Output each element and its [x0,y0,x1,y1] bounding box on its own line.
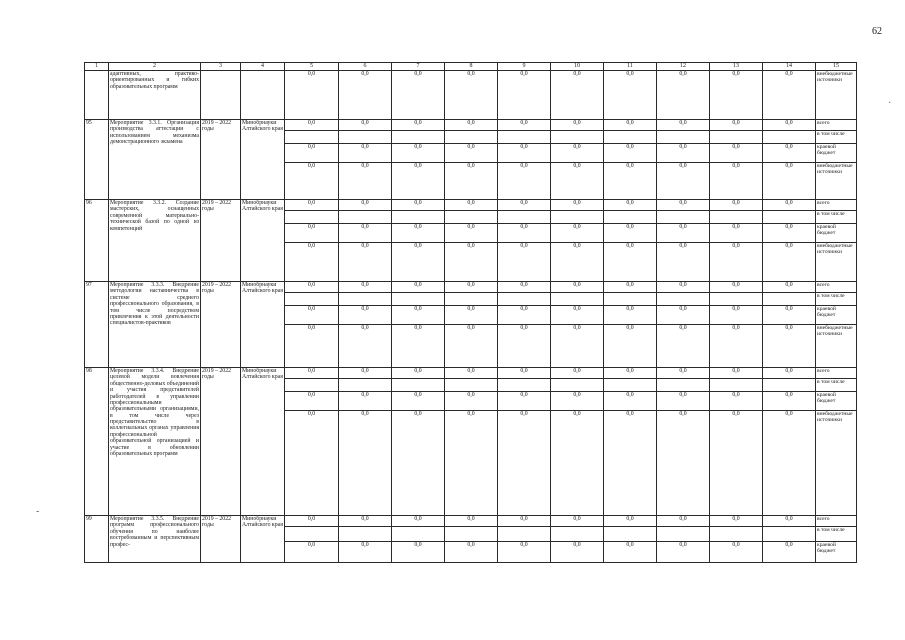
value-cell: 0,0 [392,325,445,368]
value-cell: 0,0 [498,542,551,563]
item-period: 2019 – 2022 годы [201,516,241,563]
header-cell: 11 [604,63,657,71]
value-cell: 0,0 [551,71,604,120]
value-cell: 0,0 [710,243,763,282]
value-cell: 0,0 [445,71,498,120]
value-cell: 0,0 [657,120,710,131]
value-cell: 0,0 [392,200,445,211]
value-cell: 0,0 [445,325,498,368]
value-cell: 0,0 [498,144,551,163]
value-cell: 0,0 [498,282,551,293]
value-cell: 0,0 [551,163,604,200]
item-number: 98 [85,368,109,516]
value-cell: 0,0 [445,542,498,563]
value-cell [392,131,445,144]
value-cell [604,527,657,542]
value-cell: 0,0 [392,306,445,325]
item-period: 2019 – 2022 годы [201,282,241,368]
value-cell [392,527,445,542]
header-cell: 9 [498,63,551,71]
value-cell: 0,0 [604,224,657,243]
value-cell: 0,0 [392,120,445,131]
value-cell: 0,0 [445,392,498,411]
value-cell [285,211,339,224]
value-cell: 0,0 [285,243,339,282]
value-cell: 0,0 [339,411,392,516]
value-cell: 0,0 [657,368,710,379]
value-cell: 0,0 [339,163,392,200]
value-cell: 0,0 [657,392,710,411]
value-cell: 0,0 [604,243,657,282]
value-cell: 0,0 [551,120,604,131]
item-number: 96 [85,200,109,282]
source-label: в том числе [816,379,857,392]
value-cell: 0,0 [339,224,392,243]
value-cell [604,379,657,392]
value-cell: 0,0 [498,163,551,200]
value-cell [551,293,604,306]
value-cell [551,379,604,392]
value-cell [710,211,763,224]
value-cell [392,211,445,224]
value-cell: 0,0 [285,224,339,243]
item-number: 99 [85,516,109,563]
value-cell: 0,0 [604,392,657,411]
value-cell: 0,0 [710,163,763,200]
value-cell: 0,0 [763,411,816,516]
table-row [85,516,857,527]
value-cell: 0,0 [657,325,710,368]
value-cell: 0,0 [445,200,498,211]
value-cell: 0,0 [339,368,392,379]
value-cell: 0,0 [763,282,816,293]
item-name: Мероприятие 3.3.4. Внедрение целевой модели вовлечения общественно-деловых объединений и участия представителей работодателей в управлении профессиональными образовательными организациями, в том числе через представительство в коллегиальных органах управления профессиональной образовательной организацией и участие в обновлении образовательных программ [109,368,201,516]
value-cell: 0,0 [392,163,445,200]
value-cell: 0,0 [498,224,551,243]
source-label: в том числе [816,293,857,306]
value-cell [763,131,816,144]
source-label: всего [816,282,857,293]
page-number: 62 [872,26,882,37]
source-label: в том числе [816,211,857,224]
value-cell: 0,0 [657,516,710,527]
item-name: Мероприятие 3.3.3. Внедрение методологии наставничества в системе среднего профессионального образования, в том числе посредством привлечения к этой деятельности специалистов-практиков [109,282,201,368]
value-cell: 0,0 [285,71,339,120]
value-cell [339,293,392,306]
item-name: Мероприятие 3.3.2. Создание мастерских, оснащенных современной материально-технической базой по одной из компетенций [109,200,201,282]
value-cell: 0,0 [498,306,551,325]
value-cell: 0,0 [657,282,710,293]
value-cell: 0,0 [710,200,763,211]
value-cell: 0,0 [763,163,816,200]
value-cell [285,293,339,306]
value-cell: 0,0 [445,144,498,163]
value-cell: 0,0 [657,163,710,200]
source-label: краевой бюджет [816,306,857,325]
value-cell: 0,0 [710,542,763,563]
value-cell: 0,0 [710,368,763,379]
value-cell [604,131,657,144]
source-label: всего [816,368,857,379]
value-cell [604,211,657,224]
value-cell: 0,0 [710,325,763,368]
value-cell: 0,0 [339,120,392,131]
value-cell [392,293,445,306]
value-cell: 0,0 [551,243,604,282]
item-period [201,71,241,120]
value-cell: 0,0 [392,542,445,563]
value-cell: 0,0 [285,200,339,211]
value-cell: 0,0 [498,120,551,131]
table-row [85,368,857,379]
value-cell: 0,0 [604,516,657,527]
value-cell: 0,0 [392,71,445,120]
value-cell: 0,0 [763,542,816,563]
header-row [85,63,857,71]
value-cell [551,131,604,144]
value-cell: 0,0 [763,224,816,243]
header-cell: 13 [710,63,763,71]
item-number: 97 [85,282,109,368]
value-cell: 0,0 [657,411,710,516]
budget-table [84,62,857,563]
value-cell [763,211,816,224]
value-cell: 0,0 [763,325,816,368]
value-cell: 0,0 [445,243,498,282]
header-cell: 2 [109,63,201,71]
value-cell: 0,0 [551,200,604,211]
scan-speck: · [888,98,892,109]
value-cell: 0,0 [551,516,604,527]
value-cell [445,131,498,144]
value-cell: 0,0 [763,120,816,131]
value-cell [710,131,763,144]
item-number: 95 [85,120,109,200]
value-cell: 0,0 [710,224,763,243]
source-label: всего [816,120,857,131]
value-cell: 0,0 [763,516,816,527]
value-cell: 0,0 [657,71,710,120]
header-cell: 12 [657,63,710,71]
item-executor: Минобрнауки Алтайского края [241,516,285,563]
value-cell: 0,0 [392,282,445,293]
value-cell: 0,0 [710,71,763,120]
value-cell: 0,0 [445,306,498,325]
header-cell: 7 [392,63,445,71]
value-cell [710,379,763,392]
value-cell: 0,0 [498,71,551,120]
source-label: внебюджетные источники [816,411,857,516]
value-cell [285,131,339,144]
item-executor [241,71,285,120]
source-label: внебюджетные источники [816,71,857,120]
value-cell: 0,0 [339,325,392,368]
value-cell: 0,0 [551,306,604,325]
source-label: краевой бюджет [816,224,857,243]
value-cell: 0,0 [339,542,392,563]
value-cell: 0,0 [710,392,763,411]
value-cell: 0,0 [392,411,445,516]
item-name: адаптивных, практико-ориентированных и гибких образовательных программ [109,71,201,120]
item-executor: Минобрнауки Алтайского края [241,368,285,516]
value-cell: 0,0 [551,282,604,293]
value-cell [657,211,710,224]
value-cell: 0,0 [710,516,763,527]
value-cell: 0,0 [285,282,339,293]
value-cell: 0,0 [604,282,657,293]
value-cell: 0,0 [604,325,657,368]
value-cell: 0,0 [285,368,339,379]
value-cell: 0,0 [604,542,657,563]
header-cell: 10 [551,63,604,71]
value-cell [763,379,816,392]
value-cell: 0,0 [604,71,657,120]
value-cell: 0,0 [710,120,763,131]
value-cell [657,527,710,542]
value-cell [445,211,498,224]
header-cell: 5 [285,63,339,71]
value-cell: 0,0 [604,306,657,325]
item-period: 2019 – 2022 годы [201,200,241,282]
value-cell: 0,0 [763,243,816,282]
item-period: 2019 – 2022 годы [201,120,241,200]
value-cell: 0,0 [763,392,816,411]
source-label: внебюджетные источники [816,243,857,282]
source-label: в том числе [816,527,857,542]
value-cell [604,293,657,306]
value-cell [657,293,710,306]
value-cell: 0,0 [604,200,657,211]
value-cell: 0,0 [498,243,551,282]
scan-speck: ‐ [36,506,40,517]
item-name: Мероприятие 3.3.5. Внедрение программ профессионального обучения по наиболее востребованным и перспективным профес- [109,516,201,563]
value-cell: 0,0 [339,144,392,163]
value-cell: 0,0 [445,368,498,379]
value-cell: 0,0 [285,306,339,325]
value-cell: 0,0 [285,144,339,163]
item-executor: Минобрнауки Алтайского края [241,120,285,200]
value-cell: 0,0 [710,306,763,325]
value-cell: 0,0 [498,325,551,368]
value-cell: 0,0 [498,516,551,527]
header-cell: 1 [85,63,109,71]
value-cell: 0,0 [445,411,498,516]
value-cell [445,379,498,392]
value-cell: 0,0 [339,243,392,282]
value-cell: 0,0 [710,282,763,293]
table-row [85,282,857,293]
header-cell: 14 [763,63,816,71]
value-cell [339,379,392,392]
value-cell: 0,0 [339,282,392,293]
value-cell: 0,0 [657,542,710,563]
value-cell [339,211,392,224]
value-cell: 0,0 [285,411,339,516]
value-cell: 0,0 [763,368,816,379]
value-cell: 0,0 [763,200,816,211]
source-label: краевой бюджет [816,392,857,411]
value-cell [498,211,551,224]
value-cell: 0,0 [445,516,498,527]
table-row [85,120,857,131]
value-cell: 0,0 [339,516,392,527]
source-label: всего [816,516,857,527]
value-cell [551,527,604,542]
value-cell: 0,0 [604,144,657,163]
item-executor: Минобрнауки Алтайского края [241,282,285,368]
value-cell [657,131,710,144]
value-cell: 0,0 [710,411,763,516]
value-cell [710,527,763,542]
header-cell: 8 [445,63,498,71]
value-cell: 0,0 [445,120,498,131]
value-cell: 0,0 [285,516,339,527]
value-cell: 0,0 [285,163,339,200]
value-cell: 0,0 [392,224,445,243]
value-cell [392,379,445,392]
value-cell: 0,0 [445,163,498,200]
value-cell: 0,0 [710,144,763,163]
value-cell [498,379,551,392]
value-cell: 0,0 [763,71,816,120]
value-cell: 0,0 [392,516,445,527]
value-cell: 0,0 [498,200,551,211]
header-cell: 4 [241,63,285,71]
value-cell: 0,0 [392,368,445,379]
value-cell: 0,0 [551,224,604,243]
value-cell: 0,0 [657,144,710,163]
value-cell: 0,0 [657,200,710,211]
value-cell [445,527,498,542]
value-cell: 0,0 [657,306,710,325]
value-cell [339,131,392,144]
value-cell: 0,0 [551,392,604,411]
value-cell [498,527,551,542]
item-name: Мероприятие 3.3.1. Организация производства аттестации с использованием механизма демонстрационного экзамена [109,120,201,200]
value-cell: 0,0 [392,392,445,411]
header-cell: 6 [339,63,392,71]
value-cell: 0,0 [498,411,551,516]
value-cell: 0,0 [285,120,339,131]
value-cell: 0,0 [763,306,816,325]
value-cell [339,527,392,542]
source-label: внебюджетные источники [816,163,857,200]
value-cell: 0,0 [285,392,339,411]
value-cell [285,527,339,542]
value-cell [551,211,604,224]
table-row [85,200,857,211]
item-number [85,71,109,120]
value-cell: 0,0 [763,144,816,163]
value-cell [763,293,816,306]
value-cell: 0,0 [657,224,710,243]
value-cell: 0,0 [551,325,604,368]
header-cell: 3 [201,63,241,71]
value-cell: 0,0 [339,392,392,411]
value-cell: 0,0 [339,200,392,211]
value-cell: 0,0 [657,243,710,282]
value-cell: 0,0 [445,224,498,243]
value-cell: 0,0 [392,243,445,282]
value-cell: 0,0 [339,306,392,325]
source-label: в том числе [816,131,857,144]
value-cell: 0,0 [604,411,657,516]
value-cell: 0,0 [604,163,657,200]
value-cell: 0,0 [551,144,604,163]
source-label: всего [816,200,857,211]
value-cell [657,379,710,392]
value-cell: 0,0 [551,411,604,516]
value-cell [498,293,551,306]
value-cell: 0,0 [604,368,657,379]
table-row [85,71,857,120]
header-cell: 15 [816,63,857,71]
value-cell: 0,0 [445,282,498,293]
value-cell [285,379,339,392]
item-period: 2019 – 2022 годы [201,368,241,516]
value-cell: 0,0 [285,325,339,368]
source-label: внебюджетные источники [816,325,857,368]
source-label: краевой бюджет [816,144,857,163]
value-cell: 0,0 [339,71,392,120]
value-cell [445,293,498,306]
value-cell: 0,0 [498,392,551,411]
value-cell [498,131,551,144]
value-cell: 0,0 [551,542,604,563]
value-cell: 0,0 [551,368,604,379]
value-cell: 0,0 [498,368,551,379]
value-cell: 0,0 [604,120,657,131]
value-cell [763,527,816,542]
value-cell: 0,0 [392,144,445,163]
value-cell: 0,0 [285,542,339,563]
value-cell [710,293,763,306]
source-label: краевой бюджет [816,542,857,563]
item-executor: Минобрнауки Алтайского края [241,200,285,282]
